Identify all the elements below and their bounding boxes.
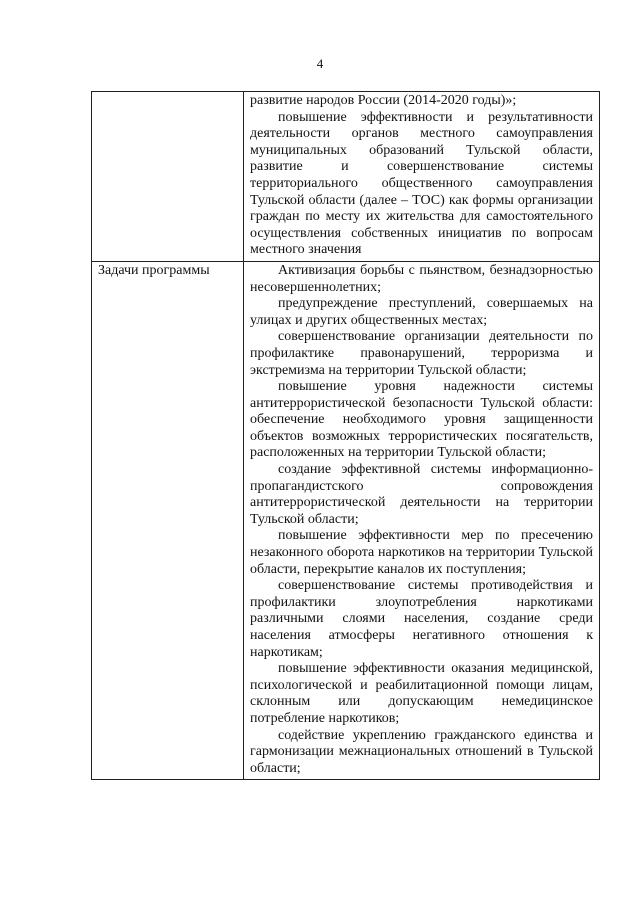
table-row [92, 92, 600, 262]
paragraph: содействие укреплению гражданского единства и гармонизации межнациональных отношений в Тульской области; [250, 727, 593, 776]
row-label: Задачи программы [92, 261, 244, 779]
paragraph: повышение эффективности мер по пресечению незаконного оборота наркотиков на территории Тульской области, перекрытие каналов их поступления; [250, 528, 593, 577]
paragraph: развитие народов России (2014-2020 годы)»; [250, 93, 517, 108]
row-content [244, 261, 600, 779]
program-passport-table [91, 91, 600, 780]
paragraph: повышение эффективности и результативности деятельности органов местного самоуправления муниципальных образований Тульской области, развитие и совершенствование системы территориального общественного самоуправления Тульской области (далее – ТОС) как формы организации граждан по месту их жительства для самостоятельного осуществления собственных инициатив по вопросам местного значения [250, 109, 593, 258]
row-label [92, 92, 244, 262]
paragraph: повышение эффективности оказания медицинской, психологической и реабилитационной помощи лицам, склонным или допускающим немедицинское потребление наркотиков; [250, 661, 593, 726]
paragraph: создание эффективной системы информационно-пропагандистского сопровождения антитеррористической деятельности на территории Тульской области; [250, 462, 593, 527]
paragraph: Активизация борьбы с пьянством, безнадзорностью несовершеннолетних; [250, 262, 593, 295]
paragraph: совершенствование системы противодействия и профилактики злоупотребления наркотиками различными слоями населения, создание среди населения атмосферы негативного отношения к наркотикам; [250, 578, 593, 660]
paragraph: совершенствование организации деятельности по профилактике правонарушений, терроризма и экстремизма на территории Тульской области; [250, 329, 593, 378]
paragraph: повышение уровня надежности системы антитеррористической безопасности Тульской области: обеспечение необходимого уровня защищенности объектов возможных террористических посягательств, расположенных на территории Тульской области; [250, 379, 593, 461]
page-number: 4 [316, 56, 324, 71]
table-row [92, 261, 600, 779]
paragraph: предупреждение преступлений, совершаемых на улицах и других общественных местах; [250, 296, 593, 328]
row-content [244, 92, 600, 262]
